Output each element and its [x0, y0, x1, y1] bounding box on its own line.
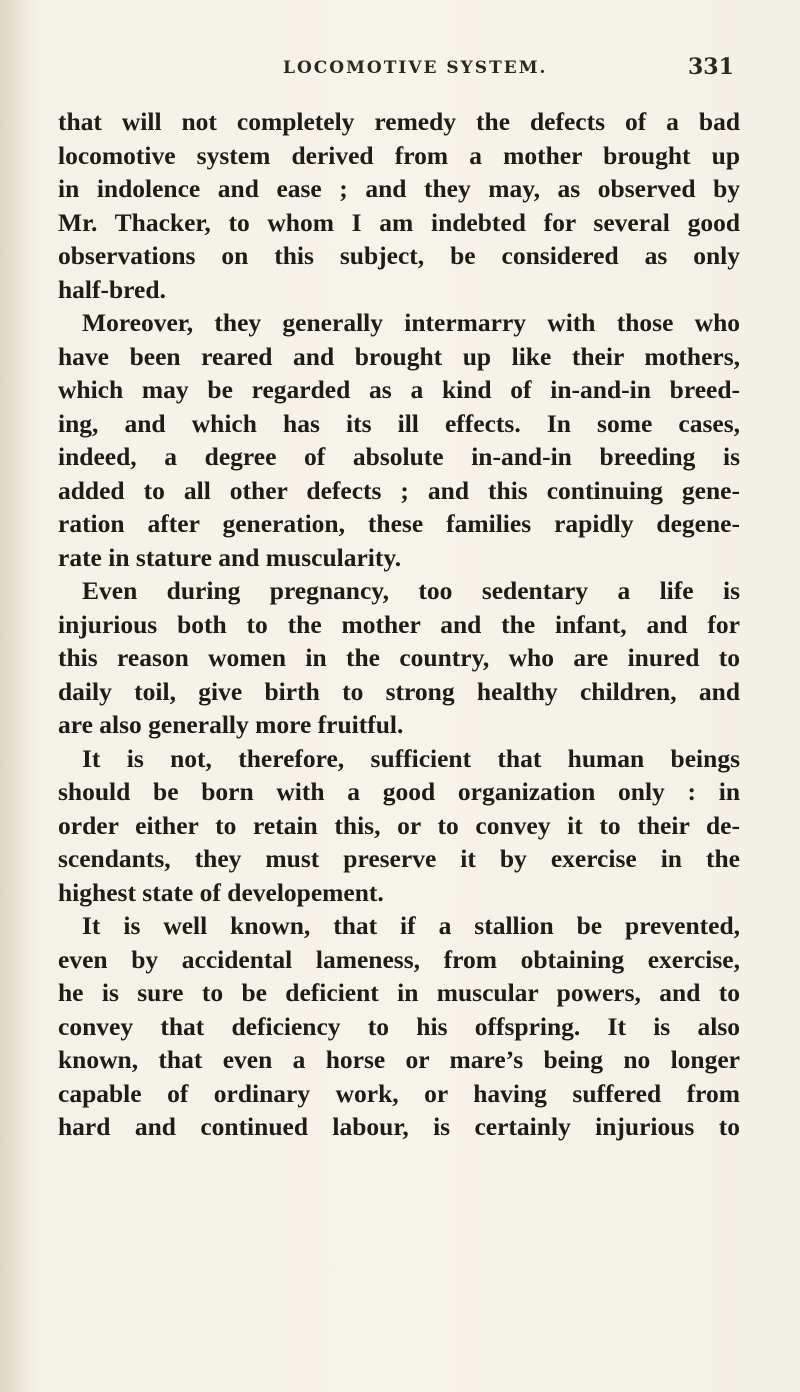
- text-line: highest state of developement.: [58, 877, 384, 907]
- text-line: locomotive system derived from a mother brought up: [58, 140, 740, 170]
- text-line: in indolence and ease ; and they may, as observed by: [58, 174, 740, 203]
- text-line: Mr. Thacker, to whom I am indebted for several good: [58, 207, 740, 237]
- text-line: capable of ordinary work, or having suffered from: [58, 1078, 740, 1108]
- text-line: It is well known, that if a stallion be prevented,: [82, 911, 740, 940]
- page-header: [0, 54, 800, 88]
- text-line: this reason women in the country, who are inured to: [58, 643, 740, 672]
- gutter-shadow: [0, 0, 30, 1392]
- text-line: even by accidental lameness, from obtaining exercise,: [58, 944, 740, 974]
- text-line: added to all other defects ; and this continuing gene-: [58, 475, 740, 505]
- text-line: that will not completely remedy the defects of a bad: [58, 107, 740, 136]
- running-head: LOCOMOTIVE SYSTEM.: [283, 58, 548, 78]
- text-line: observations on this subject, be considered as only: [58, 241, 740, 270]
- text-line: scendants, they must preserve it by exercise in the: [58, 844, 740, 873]
- text-line: are also generally more fruitful.: [58, 710, 404, 739]
- text-line: he is sure to be deficient in muscular powers, and to: [58, 978, 740, 1007]
- text-line: which may be regarded as a kind of in-and-in breed-: [58, 375, 740, 404]
- text-line: Even during pregnancy, too sedentary a life is: [82, 576, 740, 605]
- text-line: order either to retain this, or to convey it to their de-: [58, 810, 740, 840]
- text-line: ration after generation, these families rapidly degene-: [58, 509, 740, 538]
- text-line: Moreover, they generally intermarry with those who: [82, 308, 740, 337]
- text-line: known, that even a horse or mare’s being no longer: [58, 1045, 740, 1074]
- text-line: injurious both to the mother and the infant, and for: [58, 609, 740, 639]
- text-line: It is not, therefore, sufficient that human beings: [82, 743, 740, 773]
- text-line: rate in stature and muscularity.: [58, 542, 402, 572]
- text-line: ing, and which has its ill effects. In some cases,: [58, 408, 740, 438]
- text-line: half-bred.: [58, 274, 166, 304]
- text-line: indeed, a degree of absolute in-and-in breeding is: [58, 442, 740, 471]
- text-line: daily toil, give birth to strong healthy children, and: [58, 676, 740, 706]
- page-number: 331: [688, 54, 734, 80]
- text-line: convey that deficiency to his offspring. It is also: [58, 1011, 740, 1041]
- text-line: have been reared and brought up like their mothers,: [58, 341, 740, 371]
- body-text: [58, 105, 740, 1144]
- text-line: should be born with a good organization only : in: [58, 777, 740, 806]
- text-line: hard and continued labour, is certainly injurious to: [58, 1112, 740, 1141]
